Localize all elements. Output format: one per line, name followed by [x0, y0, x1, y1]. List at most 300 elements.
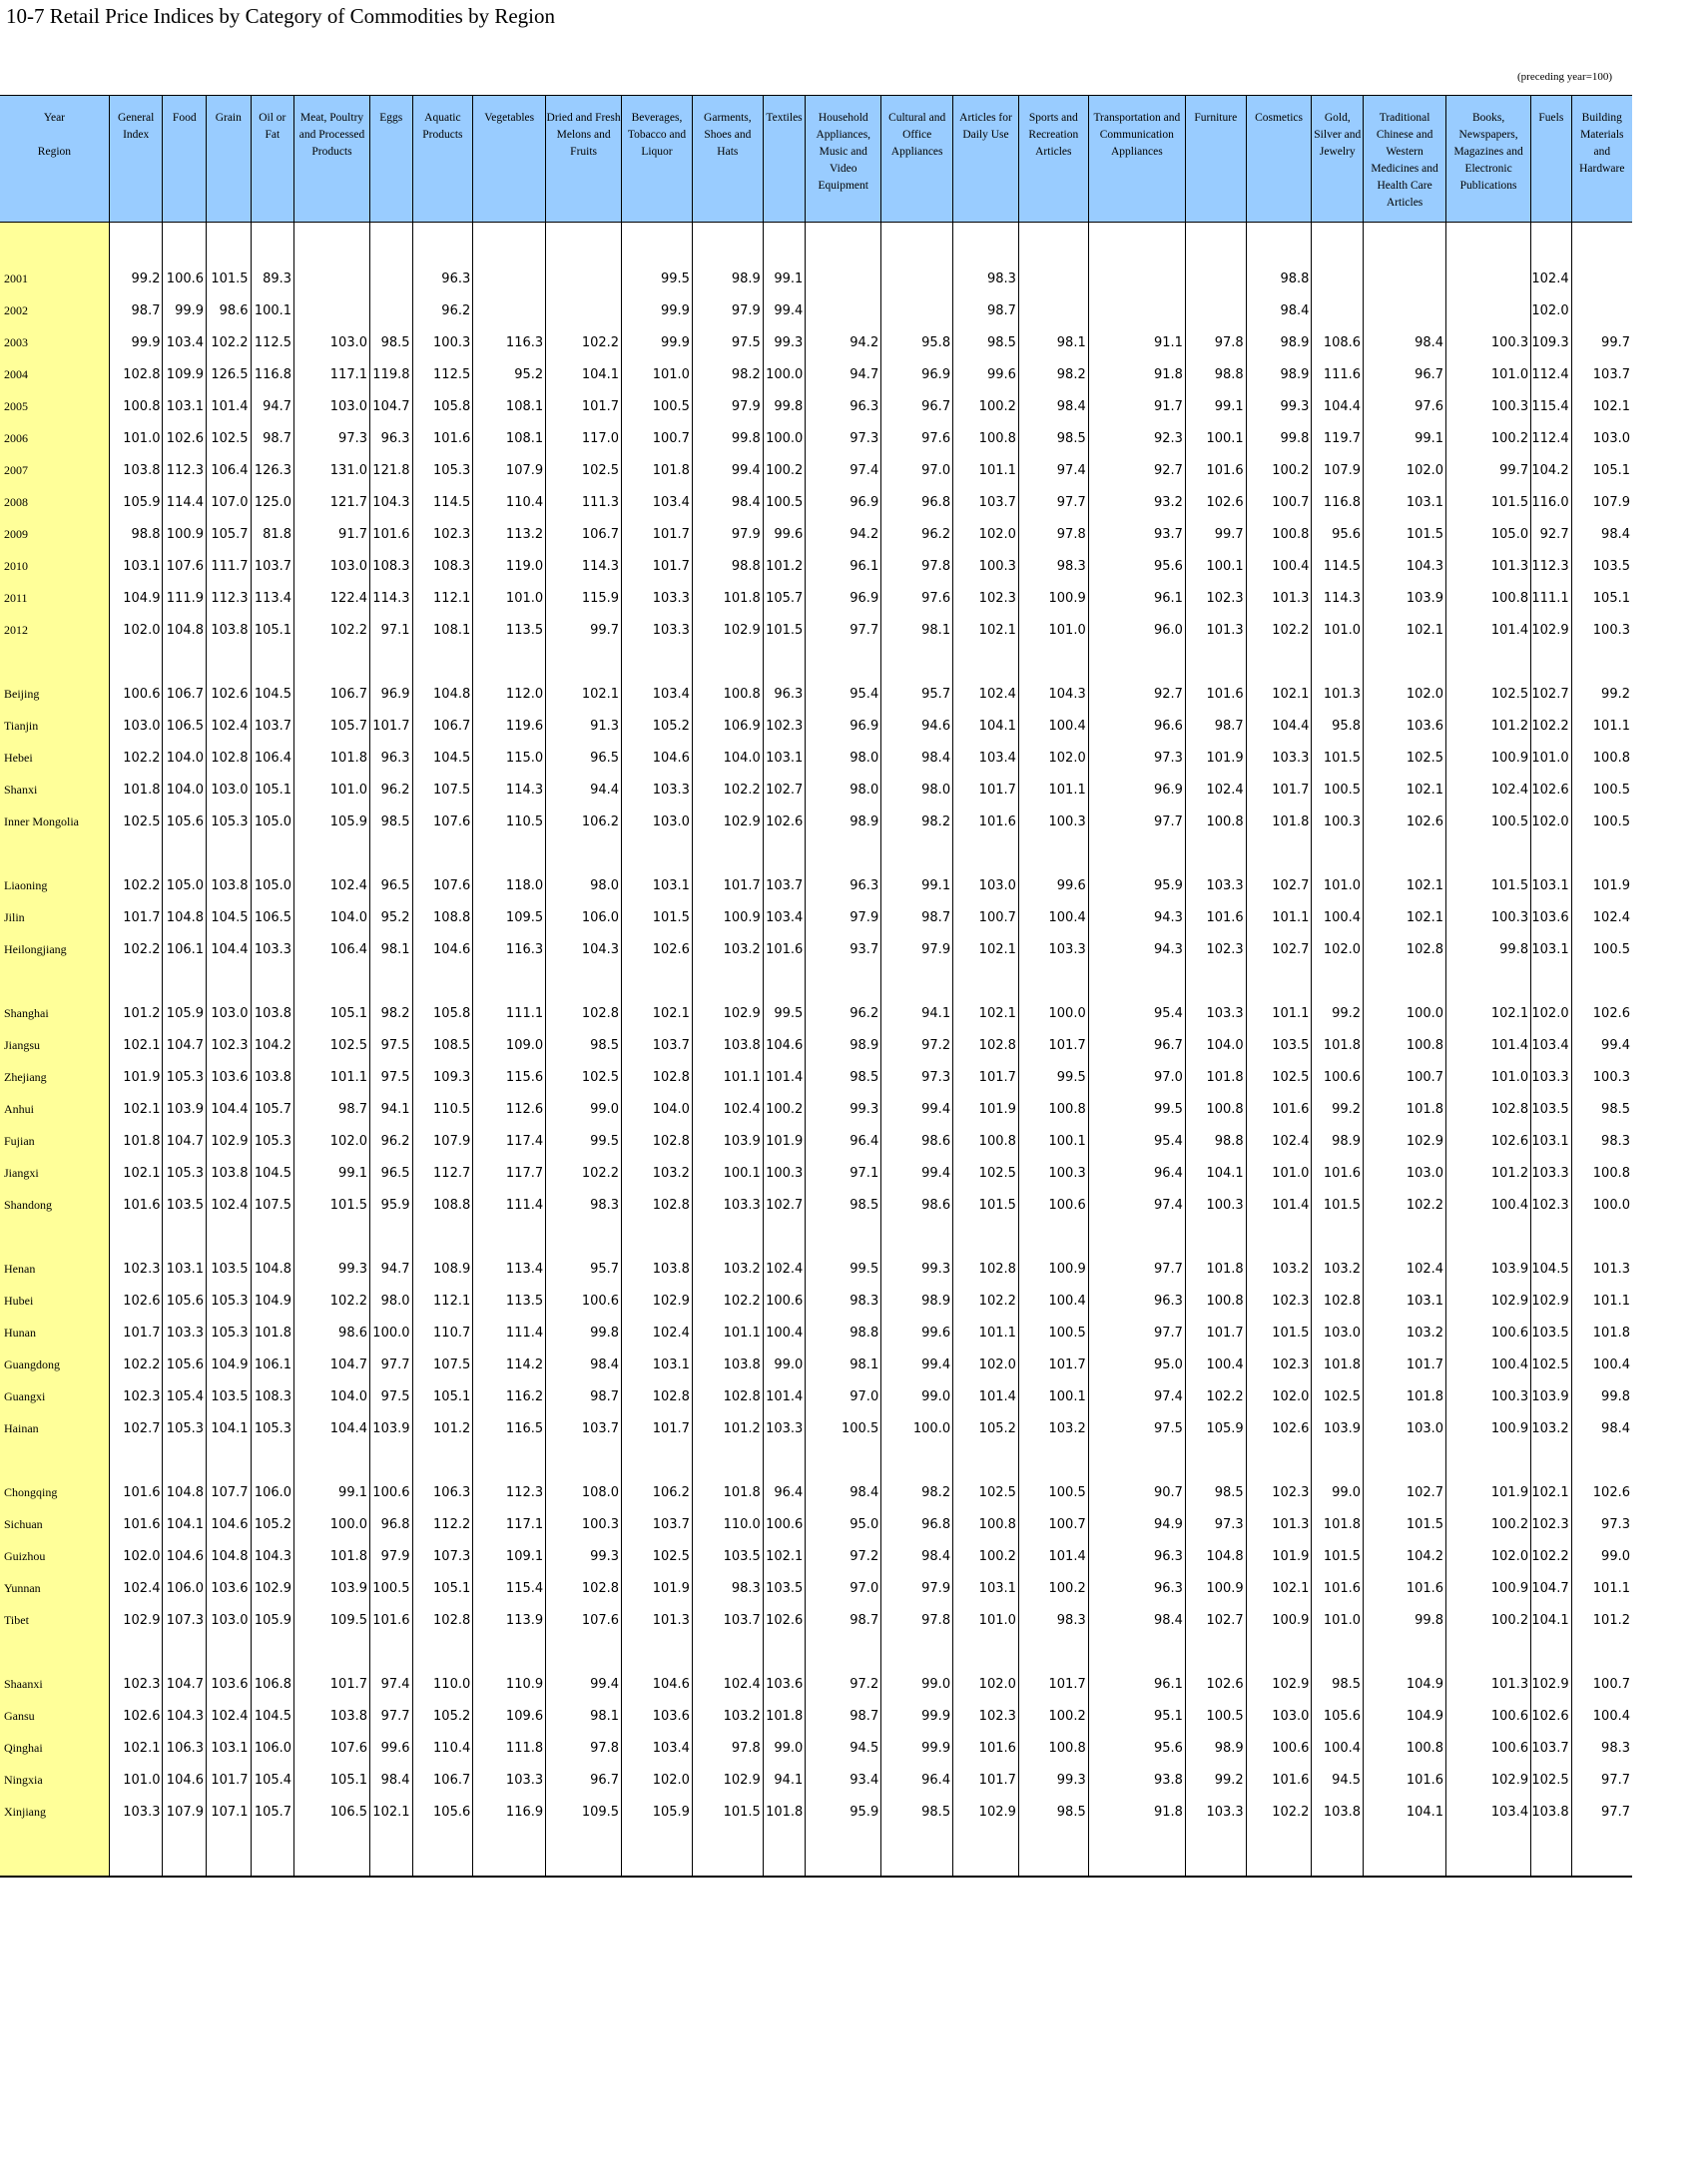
table-cell: 103.5 [1531, 1317, 1571, 1349]
table-cell: 106.7 [412, 710, 473, 742]
table-cell: 105.6 [412, 1796, 473, 1828]
table-cell: 96.4 [881, 1764, 953, 1796]
table-cell: 105.1 [251, 774, 294, 806]
table-cell: 100.3 [1571, 1061, 1632, 1093]
table-cell: 98.3 [1571, 1125, 1632, 1157]
row-label: Shaanxi [0, 1668, 109, 1700]
table-cell: 99.5 [763, 997, 806, 1029]
table-cell: 102.5 [1446, 678, 1531, 710]
table-cell: 105.9 [251, 1604, 294, 1636]
table-cell: 100.6 [1446, 1700, 1531, 1732]
table-cell: 105.3 [163, 1412, 207, 1444]
table-cell: 103.5 [163, 1189, 207, 1221]
table-cell: 102.3 [207, 1029, 252, 1061]
table-cell: 114.3 [370, 582, 413, 614]
base-note: (preceding year=100) [1517, 71, 1613, 83]
table-cell: 102.4 [1571, 901, 1632, 933]
table-cell: 101.8 [1364, 1093, 1446, 1125]
table-cell: 99.1 [294, 1476, 370, 1508]
table-cell: 98.0 [806, 742, 881, 774]
table-cell: 104.3 [163, 1700, 207, 1732]
table-cell: 113.5 [473, 614, 546, 646]
table-cell: 99.6 [1018, 869, 1088, 901]
table-cell: 94.7 [251, 390, 294, 422]
table-cell: 96.2 [806, 997, 881, 1029]
table-cell: 98.0 [546, 869, 622, 901]
table-cell: 104.1 [163, 1508, 207, 1540]
table-cell: 102.5 [546, 454, 622, 486]
table-cell: 103.6 [207, 1061, 252, 1093]
table-cell: 100.5 [1312, 774, 1364, 806]
table-cell: 112.2 [412, 1508, 473, 1540]
table-cell: 100.8 [1185, 806, 1246, 837]
table-cell: 98.9 [806, 1029, 881, 1061]
table-cell: 96.3 [412, 263, 473, 294]
table-cell: 102.2 [1531, 710, 1571, 742]
table-cell: 107.6 [163, 550, 207, 582]
table-cell: 105.8 [412, 390, 473, 422]
table-cell: 92.3 [1088, 422, 1185, 454]
table-cell: 96.5 [370, 869, 413, 901]
table-cell: 91.1 [1088, 326, 1185, 358]
table-cell: 91.3 [546, 710, 622, 742]
table-cell: 104.2 [1364, 1540, 1446, 1572]
table-cell: 104.4 [1312, 390, 1364, 422]
table-cell: 101.4 [207, 390, 252, 422]
table-cell: 101.1 [294, 1061, 370, 1093]
header-row [0, 96, 1632, 223]
table-cell: 98.7 [546, 1380, 622, 1412]
table-cell: 96.3 [806, 869, 881, 901]
table-cell: 101.5 [294, 1189, 370, 1221]
table-cell: 101.7 [1018, 1029, 1088, 1061]
table-cell: 105.0 [251, 869, 294, 901]
table-cell: 98.5 [806, 1189, 881, 1221]
table-cell: 114.5 [1312, 550, 1364, 582]
table-cell: 98.3 [546, 1189, 622, 1221]
table-cell: 95.4 [806, 678, 881, 710]
table-body [0, 223, 1632, 1878]
table-cell: 102.2 [207, 326, 252, 358]
table-cell: 103.8 [109, 454, 163, 486]
table-cell: 96.9 [806, 486, 881, 518]
table-cell: 94.3 [1088, 901, 1185, 933]
table-cell: 103.0 [1364, 1412, 1446, 1444]
table-cell: 103.1 [1364, 1285, 1446, 1317]
table-cell: 102.9 [207, 1125, 252, 1157]
table-cell: 109.9 [163, 358, 207, 390]
table-row [0, 550, 1632, 582]
table-cell: 102.1 [1246, 1572, 1312, 1604]
table-cell: 106.0 [251, 1732, 294, 1764]
table-cell: 104.6 [163, 1540, 207, 1572]
table-cell: 115.9 [546, 582, 622, 614]
table-cell: 106.7 [546, 518, 622, 550]
table-cell: 94.1 [763, 1764, 806, 1796]
table-cell: 103.7 [763, 869, 806, 901]
table-cell: 113.5 [473, 1285, 546, 1317]
table-cell: 107.6 [546, 1604, 622, 1636]
table-cell: 101.0 [473, 582, 546, 614]
table-cell: 103.8 [692, 1349, 763, 1380]
table-cell: 102.1 [1246, 678, 1312, 710]
table-cell: 102.7 [1531, 678, 1571, 710]
table-cell: 104.6 [207, 1508, 252, 1540]
table-cell: 96.1 [1088, 1668, 1185, 1700]
table-cell: 100.7 [622, 422, 693, 454]
table-cell: 99.6 [370, 1732, 413, 1764]
table-cell: 101.8 [1312, 1349, 1364, 1380]
spacer-row [0, 646, 1632, 678]
column-header: Transportation and Communication Appliances [1088, 96, 1185, 223]
table-cell: 109.3 [1531, 326, 1571, 358]
row-label: Jiangxi [0, 1157, 109, 1189]
table-cell: 102.0 [1446, 1540, 1531, 1572]
table-cell: 102.0 [1018, 742, 1088, 774]
table-cell: 98.9 [1185, 1732, 1246, 1764]
table-cell: 103.8 [207, 1157, 252, 1189]
table-cell: 101.5 [207, 263, 252, 294]
table-cell: 104.3 [1018, 678, 1088, 710]
row-label: Guangdong [0, 1349, 109, 1380]
table-row [0, 869, 1632, 901]
table-cell: 112.1 [412, 1285, 473, 1317]
table-cell: 96.9 [806, 582, 881, 614]
row-label: Hainan [0, 1412, 109, 1444]
table-cell: 104.7 [1531, 1572, 1571, 1604]
row-label: Shanxi [0, 774, 109, 806]
table-cell: 106.4 [294, 933, 370, 965]
table-row [0, 1604, 1632, 1636]
table-cell: 97.8 [881, 1604, 953, 1636]
table-cell: 91.8 [1088, 1796, 1185, 1828]
table-row [0, 1732, 1632, 1764]
table-cell: 99.3 [1246, 390, 1312, 422]
table-cell: 101.6 [109, 1476, 163, 1508]
row-label: Henan [0, 1253, 109, 1285]
table-cell: 104.7 [163, 1668, 207, 1700]
table-cell: 105.2 [622, 710, 693, 742]
table-cell: 97.3 [1088, 742, 1185, 774]
table-cell: 104.9 [109, 582, 163, 614]
table-cell: 98.1 [1018, 326, 1088, 358]
table-cell: 104.3 [1364, 550, 1446, 582]
table-cell: 104.7 [294, 1349, 370, 1380]
table-cell: 103.8 [207, 614, 252, 646]
table-cell: 101.0 [1531, 742, 1571, 774]
table-cell: 98.5 [546, 1029, 622, 1061]
table-cell: 96.7 [881, 390, 953, 422]
table-cell: 103.2 [1364, 1317, 1446, 1349]
table-cell: 100.0 [294, 1508, 370, 1540]
table-cell: 103.5 [207, 1253, 252, 1285]
table-cell: 102.2 [1246, 1796, 1312, 1828]
table-row [0, 1700, 1632, 1732]
table-row [0, 1093, 1632, 1125]
table-cell: 100.3 [1018, 1157, 1088, 1189]
table-cell: 102.4 [1364, 1253, 1446, 1285]
table-cell: 100.8 [1571, 742, 1632, 774]
table-cell: 94.9 [1088, 1508, 1185, 1540]
row-label: 2005 [0, 390, 109, 422]
table-cell: 103.7 [953, 486, 1019, 518]
table-cell: 103.1 [763, 742, 806, 774]
table-cell: 104.8 [412, 678, 473, 710]
table-cell: 101.0 [1312, 614, 1364, 646]
table-cell: 111.4 [473, 1189, 546, 1221]
table-cell: 101.4 [1446, 1029, 1531, 1061]
table-cell: 94.7 [806, 358, 881, 390]
table-cell: 99.0 [763, 1732, 806, 1764]
row-label: Ningxia [0, 1764, 109, 1796]
table-cell: 103.8 [1531, 1796, 1571, 1828]
table-cell: 105.3 [163, 1061, 207, 1093]
table-cell: 103.5 [1531, 1093, 1571, 1125]
table-cell: 105.7 [294, 710, 370, 742]
table-cell: 100.2 [1446, 422, 1531, 454]
table-row [0, 774, 1632, 806]
table-cell: 96.3 [1088, 1540, 1185, 1572]
table-cell: 101.6 [1185, 678, 1246, 710]
table-cell: 97.2 [806, 1668, 881, 1700]
column-header: Books, Newspapers, Magazines and Electronic Publications [1446, 96, 1531, 223]
table-cell: 99.8 [1364, 1604, 1446, 1636]
table-cell: 96.8 [881, 1508, 953, 1540]
table-cell: 101.1 [1571, 1285, 1632, 1317]
table-cell: 100.5 [1571, 774, 1632, 806]
table-cell: 100.7 [1571, 1668, 1632, 1700]
table-cell: 106.5 [251, 901, 294, 933]
table-cell: 111.1 [1531, 582, 1571, 614]
table-cell: 100.3 [546, 1508, 622, 1540]
table-cell: 102.1 [1571, 390, 1632, 422]
table-cell: 95.9 [1088, 869, 1185, 901]
table-cell: 100.3 [1446, 326, 1531, 358]
column-header: Cultural and Office Appliances [881, 96, 953, 223]
table-cell: 99.9 [881, 1732, 953, 1764]
table-cell: 114.3 [1312, 582, 1364, 614]
spacer-row [0, 223, 1632, 264]
table-cell: 99.1 [294, 1157, 370, 1189]
table-cell: 103.3 [622, 774, 693, 806]
table-cell: 102.6 [207, 678, 252, 710]
table-cell: 98.2 [881, 1476, 953, 1508]
row-label: Qinghai [0, 1732, 109, 1764]
table-cell: 112.4 [1531, 422, 1571, 454]
table-cell: 104.6 [622, 1668, 693, 1700]
table-cell: 100.8 [1018, 1093, 1088, 1125]
table-cell: 102.4 [622, 1317, 693, 1349]
table-cell: 99.6 [881, 1317, 953, 1349]
table-row [0, 486, 1632, 518]
table-cell: 98.1 [881, 614, 953, 646]
table-cell: 107.6 [412, 806, 473, 837]
table-cell: 93.2 [1088, 486, 1185, 518]
table-cell: 105.0 [1446, 518, 1531, 550]
table-cell [473, 294, 546, 326]
table-cell: 100.5 [1571, 806, 1632, 837]
table-cell: 99.2 [1312, 1093, 1364, 1125]
table-cell: 99.8 [546, 1317, 622, 1349]
table-cell: 95.8 [881, 326, 953, 358]
table-cell: 100.2 [1246, 454, 1312, 486]
table-cell: 102.1 [370, 1796, 413, 1828]
table-cell: 95.8 [1312, 710, 1364, 742]
table-cell: 104.9 [207, 1349, 252, 1380]
table-cell [1018, 294, 1088, 326]
table-cell: 97.7 [370, 1700, 413, 1732]
table-cell: 103.0 [1364, 1157, 1446, 1189]
table-cell: 102.0 [953, 1349, 1019, 1380]
table-cell: 97.5 [370, 1029, 413, 1061]
table-cell: 100.4 [1446, 1189, 1531, 1221]
table-cell: 103.2 [692, 1700, 763, 1732]
table-cell: 102.0 [1531, 806, 1571, 837]
table-cell: 102.6 [763, 1604, 806, 1636]
table-cell [1364, 263, 1446, 294]
table-cell: 98.4 [806, 1476, 881, 1508]
table-cell: 101.8 [109, 774, 163, 806]
table-cell: 107.1 [207, 1796, 252, 1828]
table-cell [806, 263, 881, 294]
table-row [0, 454, 1632, 486]
table-cell: 112.0 [473, 678, 546, 710]
table-cell: 98.3 [1018, 1604, 1088, 1636]
table-cell: 106.9 [692, 710, 763, 742]
table-cell: 100.8 [1571, 1157, 1632, 1189]
table-cell: 101.7 [953, 1764, 1019, 1796]
table-cell: 102.0 [953, 518, 1019, 550]
price-index-table [0, 95, 1632, 1878]
table-cell: 98.5 [370, 806, 413, 837]
table-row [0, 294, 1632, 326]
table-cell: 105.9 [1185, 1412, 1246, 1444]
table-cell: 100.2 [953, 390, 1019, 422]
table-row [0, 1764, 1632, 1796]
table-cell: 102.9 [1364, 1125, 1446, 1157]
table-cell: 100.3 [953, 550, 1019, 582]
table-cell: 98.7 [1185, 710, 1246, 742]
table-cell: 101.9 [953, 1093, 1019, 1125]
table-cell: 103.3 [692, 1189, 763, 1221]
table-cell: 101.6 [1246, 1093, 1312, 1125]
table-cell: 100.5 [763, 486, 806, 518]
table-cell: 100.3 [1018, 806, 1088, 837]
table-cell: 103.4 [163, 326, 207, 358]
table-cell: 110.9 [473, 1668, 546, 1700]
table-cell: 100.1 [1185, 422, 1246, 454]
table-cell: 96.8 [370, 1508, 413, 1540]
table-cell: 106.5 [294, 1796, 370, 1828]
table-cell: 81.8 [251, 518, 294, 550]
table-cell: 101.7 [622, 518, 693, 550]
table-cell: 105.2 [412, 1700, 473, 1732]
table-row [0, 1349, 1632, 1380]
table-cell: 98.4 [546, 1349, 622, 1380]
table-cell: 101.3 [1312, 678, 1364, 710]
table-cell: 105.1 [251, 614, 294, 646]
table-cell: 92.7 [1088, 678, 1185, 710]
table-cell: 107.5 [251, 1189, 294, 1221]
table-cell: 96.9 [881, 358, 953, 390]
table-cell: 100.4 [1446, 1349, 1531, 1380]
table-cell: 116.3 [473, 326, 546, 358]
table-cell: 101.8 [1185, 1253, 1246, 1285]
table-cell: 102.9 [1446, 1285, 1531, 1317]
table-cell: 100.8 [1364, 1732, 1446, 1764]
column-header: Cosmetics [1246, 96, 1312, 223]
table-cell: 102.8 [953, 1253, 1019, 1285]
table-cell: 97.8 [546, 1732, 622, 1764]
table-cell: 93.8 [1088, 1764, 1185, 1796]
table-cell: 98.2 [1018, 358, 1088, 390]
table-cell: 100.6 [1312, 1061, 1364, 1093]
table-row [0, 1253, 1632, 1285]
table-cell: 100.2 [763, 454, 806, 486]
table-cell: 119.8 [370, 358, 413, 390]
table-cell: 97.9 [881, 933, 953, 965]
column-header: Building Materials and Hardware [1571, 96, 1632, 223]
table-cell: 101.1 [1571, 710, 1632, 742]
table-cell: 96.7 [1088, 1029, 1185, 1061]
column-header: Aquatic Products [412, 96, 473, 223]
table-cell: 102.0 [109, 1540, 163, 1572]
table-cell: 97.7 [1571, 1796, 1632, 1828]
table-cell: 96.8 [881, 486, 953, 518]
table-cell: 103.7 [622, 1029, 693, 1061]
table-cell: 105.2 [251, 1508, 294, 1540]
table-cell: 104.0 [1185, 1029, 1246, 1061]
table-cell: 101.7 [1018, 1349, 1088, 1380]
table-cell: 97.7 [806, 614, 881, 646]
table-cell: 98.5 [1571, 1093, 1632, 1125]
table-cell: 105.0 [251, 806, 294, 837]
table-cell: 103.0 [1246, 1700, 1312, 1732]
row-label: Gansu [0, 1700, 109, 1732]
table-cell: 103.8 [1312, 1796, 1364, 1828]
table-cell: 104.9 [1364, 1700, 1446, 1732]
table-cell: 103.1 [207, 1732, 252, 1764]
table-cell: 102.6 [622, 933, 693, 965]
table-cell: 103.8 [251, 1061, 294, 1093]
table-cell: 102.3 [1531, 1508, 1571, 1540]
table-cell: 116.8 [251, 358, 294, 390]
table-cell: 103.0 [1571, 422, 1632, 454]
table-cell: 100.0 [1018, 997, 1088, 1029]
table-cell: 103.1 [953, 1572, 1019, 1604]
table-cell: 117.7 [473, 1157, 546, 1189]
table-cell: 105.1 [294, 997, 370, 1029]
table-cell: 110.4 [473, 486, 546, 518]
table-cell: 103.3 [1531, 1061, 1571, 1093]
table-cell: 102.5 [953, 1476, 1019, 1508]
table-cell: 100.5 [622, 390, 693, 422]
row-label: Fujian [0, 1125, 109, 1157]
column-header: Fuels [1531, 96, 1571, 223]
table-cell: 100.6 [109, 678, 163, 710]
table-cell: 111.4 [473, 1317, 546, 1349]
table-cell: 102.8 [1364, 933, 1446, 965]
table-cell: 95.7 [546, 1253, 622, 1285]
table-cell: 98.6 [207, 294, 252, 326]
table-cell: 94.7 [370, 1253, 413, 1285]
table-cell: 103.3 [1185, 1796, 1246, 1828]
table-cell: 111.3 [546, 486, 622, 518]
table-cell: 98.3 [1018, 550, 1088, 582]
table-cell: 99.2 [109, 263, 163, 294]
table-cell: 126.5 [207, 358, 252, 390]
table-cell: 101.8 [251, 1317, 294, 1349]
